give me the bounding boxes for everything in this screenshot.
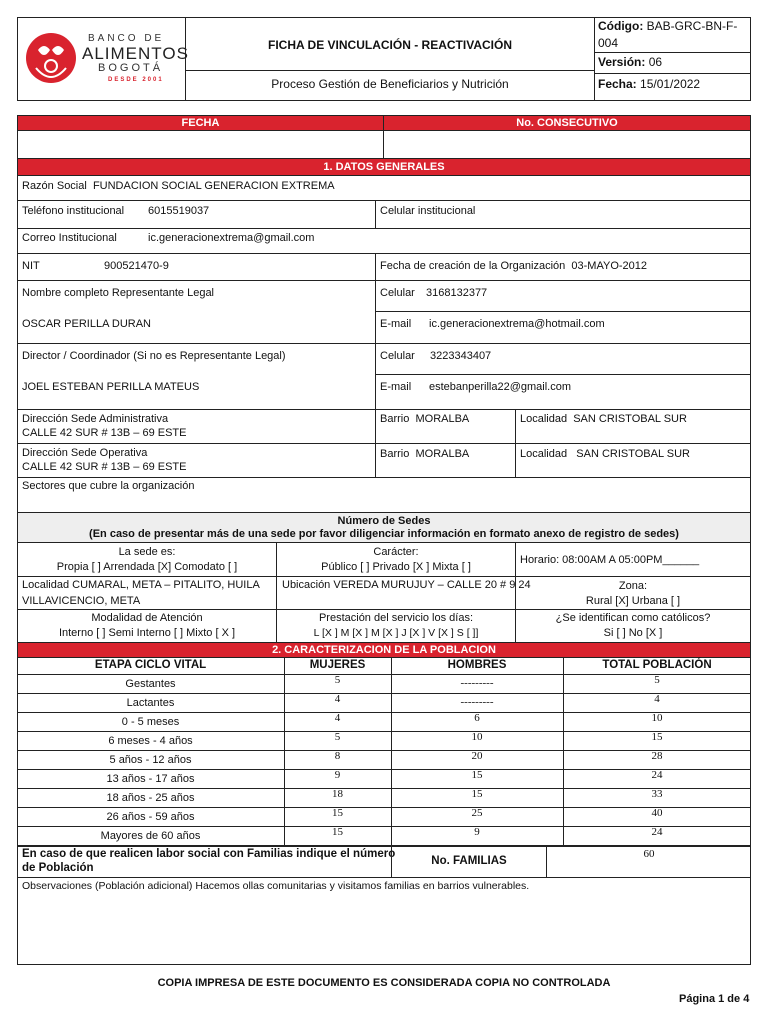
horario: Horario: 08:00AM A 05:00PM______ xyxy=(520,554,700,566)
dir-cel-value: 3223343407 xyxy=(430,350,492,362)
table-cell-hombres: 6 xyxy=(474,712,480,724)
barrio-op: Barrio MORALBA xyxy=(380,448,470,460)
page-number: Página 1 de 4 xyxy=(679,993,750,1005)
table-cell-mujeres: 4 xyxy=(334,712,341,724)
logo-line4: DESDE 2001 xyxy=(108,77,164,83)
table-cell-etapa: 13 años - 17 años xyxy=(106,773,195,785)
localidad-adm: Localidad SAN CRISTOBAL SUR xyxy=(520,413,687,425)
table-cell-hombres: 20 xyxy=(471,750,483,762)
dir-label: Director / Coordinador (Si no es Representante Legal) xyxy=(22,350,286,362)
table-cell-total: 4 xyxy=(654,693,660,705)
telefono-label: Teléfono institucional xyxy=(22,205,125,217)
table-cell-total: 5 xyxy=(654,674,660,686)
table-cell-mujeres: 5 xyxy=(334,731,341,743)
num-sedes-note: (En caso de presentar más de una sede por favor diligenciar información en formato anexo de registro de sedes) xyxy=(89,528,679,540)
localidad-op: Localidad SAN CRISTOBAL SUR xyxy=(520,448,690,460)
table-cell-total: 40 xyxy=(651,807,663,819)
table-cell-total: 33 xyxy=(651,788,663,800)
consecutivo-header: No. CONSECUTIVO xyxy=(384,116,750,130)
table-header: HOMBRES xyxy=(447,659,507,671)
table-cell-mujeres: 15 xyxy=(332,826,343,838)
nit-value: 900521470-9 xyxy=(104,260,169,272)
sede-es-label: La sede es: xyxy=(118,546,176,558)
table-cell-etapa: 26 años - 59 años xyxy=(106,811,195,823)
rep-email-label: E-mail xyxy=(380,318,412,330)
copia-notice: COPIA IMPRESA DE ESTE DOCUMENTO ES CONSIDERADA COPIA NO CONTROLADA xyxy=(157,977,611,989)
catolicos-value: Si [ ] No [X ] xyxy=(603,627,663,639)
table-cell-hombres: 15 xyxy=(471,769,483,781)
fecha: Fecha: 15/01/2022 xyxy=(598,77,701,91)
sede-adm-label: Dirección Sede Administrativa xyxy=(22,413,169,425)
dir-email-label: E-mail xyxy=(380,381,412,393)
table-cell-hombres: --------- xyxy=(460,696,494,708)
num-sedes-title: Número de Sedes xyxy=(337,515,431,527)
zona-value: Rural [X] Urbana [ ] xyxy=(585,595,681,607)
codigo-line2: 004 xyxy=(598,36,619,50)
rep-cel-value: 3168132377 xyxy=(426,287,488,299)
logo xyxy=(22,24,189,94)
table-cell-etapa: 0 - 5 meses xyxy=(121,716,180,728)
page-title: FICHA DE VINCULACIÓN - REACTIVACIÓN xyxy=(268,38,512,52)
razon-social: Razón Social FUNDACION SOCIAL GENERACION EXTREMA xyxy=(22,180,335,192)
ubicacion: Ubicación VEREDA MURUJUY – CALLE 20 # 9 24 xyxy=(282,579,531,591)
consecutivo-input[interactable] xyxy=(384,131,750,158)
table-cell-etapa: 18 años - 25 años xyxy=(106,792,195,804)
prestacion-value: L [X ] M [X ] M [X ] J [X ] V [X ] S [ ]] xyxy=(313,627,479,639)
section1-header: 1. DATOS GENERALES xyxy=(18,159,750,175)
rep-cel-label: Celular xyxy=(380,287,415,299)
prestacion-label: Prestación del servicio los días: xyxy=(318,612,474,624)
familias-text: En caso de que realicen labor social con Familias indique el número xyxy=(22,848,396,860)
page-subtitle: Proceso Gestión de Beneficiarios y Nutrición xyxy=(271,77,509,91)
table-cell-mujeres: 5 xyxy=(334,674,341,686)
version: Versión: 06 xyxy=(598,55,663,69)
fecha-creacion: Fecha de creación de la Organización 03-MAYO-2012 xyxy=(380,260,648,272)
rep-value: OSCAR PERILLA DURAN xyxy=(22,318,151,330)
table-cell-hombres: 9 xyxy=(474,826,480,838)
table-cell-mujeres: 4 xyxy=(334,693,341,705)
table-cell-total: 10 xyxy=(651,712,663,724)
table-cell-mujeres: 15 xyxy=(332,807,343,819)
sectores-label: Sectores que cubre la organización xyxy=(22,480,195,492)
caracter-value: Público [ ] Privado [X ] Mixta [ ] xyxy=(321,561,471,573)
logo-line3: BOGOTÁ xyxy=(98,62,164,74)
dir-value: JOEL ESTEBAN PERILLA MATEUS xyxy=(22,381,200,393)
table-header: ETAPA CICLO VITAL xyxy=(94,659,207,671)
fecha-input[interactable] xyxy=(18,131,383,158)
table-cell-hombres: 25 xyxy=(471,807,483,819)
section2-header: 2. CARACTERIZACION DE LA POBLACION xyxy=(18,643,750,657)
familias-value: 60 xyxy=(643,848,655,860)
telefono-value: 6015519037 xyxy=(148,205,210,217)
familias-text-2: de Población xyxy=(22,862,94,874)
codigo: Código: BAB-GRC-BN-F- xyxy=(598,19,738,33)
table-cell-total: 28 xyxy=(651,750,663,762)
sede-op-label: Dirección Sede Operativa xyxy=(22,447,148,459)
table-cell-etapa: 6 meses - 4 años xyxy=(108,735,193,747)
localidad-sede-2: VILLAVICENCIO, META xyxy=(22,595,141,607)
observaciones: Observaciones (Población adicional) Hacemos ollas comunitarias y visitamos familias en barrios vulnerables. xyxy=(22,880,530,892)
table-cell-mujeres: 18 xyxy=(332,788,343,800)
table-cell-etapa: Mayores de 60 años xyxy=(100,830,201,842)
dir-cel-label: Celular xyxy=(380,350,415,362)
rep-label: Nombre completo Representante Legal xyxy=(22,287,215,299)
dir-email-value: estebanperilla22@gmail.com xyxy=(429,381,572,393)
zona-label: Zona: xyxy=(618,580,648,592)
celular-inst-label: Celular institucional xyxy=(380,205,476,217)
correo-label: Correo Institucional xyxy=(22,232,117,244)
table-cell-hombres: 15 xyxy=(471,788,483,800)
correo-value: ic.generacionextrema@gmail.com xyxy=(148,232,315,244)
nit-label: NIT xyxy=(22,260,40,272)
caracter-label: Carácter: xyxy=(373,546,419,558)
table-cell-hombres: 10 xyxy=(471,731,483,743)
bank-logo-icon xyxy=(24,30,78,86)
table-header: TOTAL POBLACIÓN xyxy=(602,659,712,671)
localidad-sede: Localidad CUMARAL, META – PITALITO, HUILA xyxy=(22,579,260,591)
table-cell-mujeres: 8 xyxy=(334,750,341,762)
table-cell-hombres: --------- xyxy=(460,677,494,689)
modalidad-label: Modalidad de Atención xyxy=(91,612,203,624)
rep-email-value: ic.generacionextrema@hotmail.com xyxy=(429,318,605,330)
table-cell-total: 15 xyxy=(651,731,663,743)
population-table xyxy=(17,657,751,847)
sede-adm-value: CALLE 42 SUR # 13B – 69 ESTE xyxy=(22,427,187,439)
fecha-header: FECHA xyxy=(18,116,383,130)
logo-line1: BANCO DE xyxy=(88,33,165,44)
table-cell-etapa: Gestantes xyxy=(125,678,176,690)
sede-op-value: CALLE 42 SUR # 13B – 69 ESTE xyxy=(22,461,187,473)
table-cell-mujeres: 9 xyxy=(334,769,341,781)
table-header: MUJERES xyxy=(309,659,366,671)
catolicos-label: ¿Se identifican como católicos? xyxy=(555,612,711,624)
sede-es-value: Propia [ ] Arrendada [X] Comodato [ ] xyxy=(56,561,238,573)
modalidad-value: Interno [ ] Semi Interno [ ] Mixto [ X ] xyxy=(58,627,236,639)
logo-line2: ALIMENTOS xyxy=(82,44,189,63)
table-cell-etapa: Lactantes xyxy=(126,697,175,709)
table-cell-etapa: 5 años - 12 años xyxy=(109,754,192,766)
familias-label: No. FAMILIAS xyxy=(431,855,507,867)
table-cell-total: 24 xyxy=(651,826,663,838)
table-cell-total: 24 xyxy=(651,769,663,781)
barrio-adm: Barrio MORALBA xyxy=(380,413,470,425)
